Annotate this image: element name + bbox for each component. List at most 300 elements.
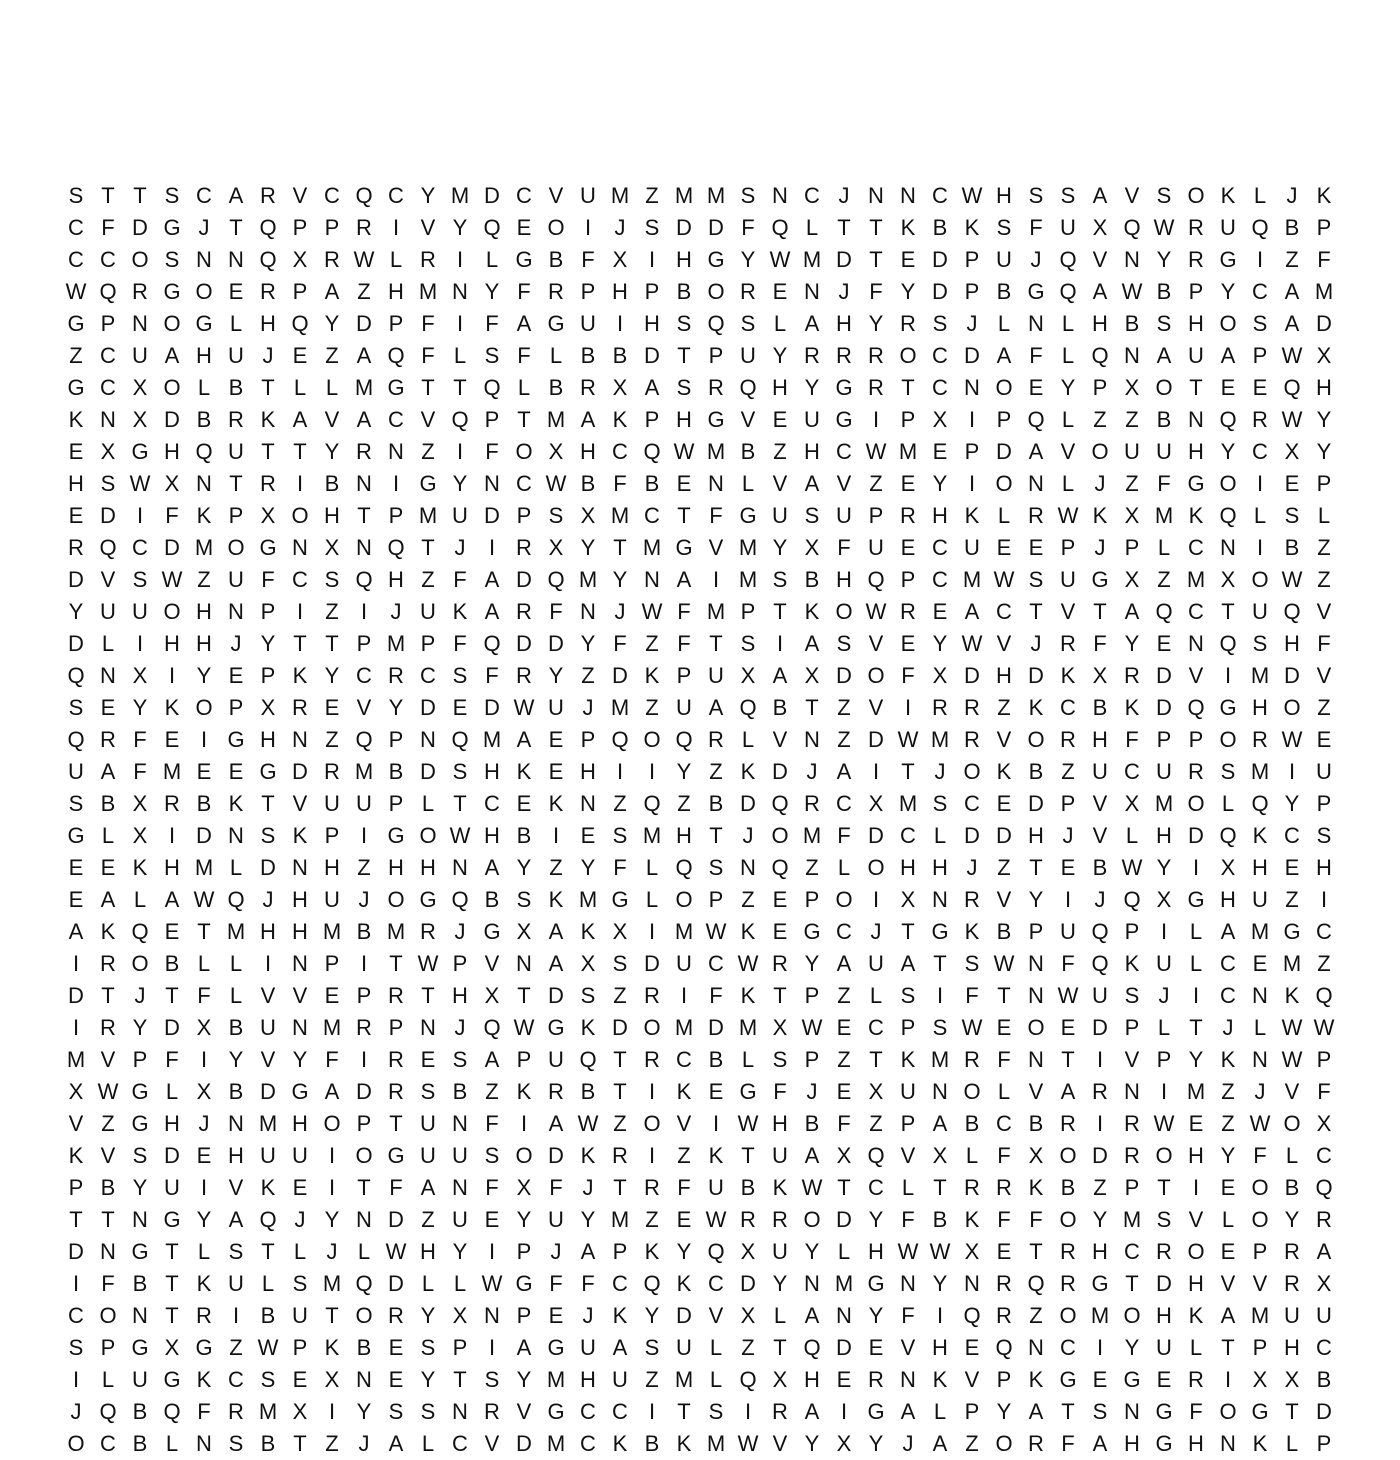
grid-letter[interactable]: D <box>516 1431 532 1456</box>
grid-letter[interactable]: C <box>996 1111 1012 1136</box>
grid-letter[interactable]: T <box>453 791 467 816</box>
grid-letter[interactable]: H <box>292 887 308 912</box>
grid-letter[interactable]: R <box>644 1175 660 1200</box>
grid-letter[interactable]: P <box>900 567 916 592</box>
grid-letter[interactable]: T <box>517 983 531 1008</box>
grid-letter[interactable]: U <box>548 1207 564 1232</box>
grid-letter[interactable]: B <box>1284 1175 1300 1200</box>
grid-letter[interactable]: U <box>580 1335 596 1360</box>
grid-letter[interactable]: V <box>260 1047 276 1072</box>
grid-letter[interactable]: Z <box>645 695 659 720</box>
grid-letter[interactable]: D <box>164 1143 180 1168</box>
grid-letter[interactable]: B <box>932 215 948 240</box>
grid-letter[interactable]: E <box>836 1079 852 1104</box>
grid-letter[interactable]: O <box>323 1111 341 1136</box>
grid-letter[interactable]: H <box>324 503 340 528</box>
grid-letter[interactable]: H <box>676 247 692 272</box>
grid-letter[interactable]: L <box>229 983 243 1008</box>
grid-letter[interactable]: Z <box>421 1207 435 1232</box>
grid-letter[interactable]: Q <box>1315 1175 1333 1200</box>
grid-letter[interactable]: G <box>131 1239 149 1264</box>
grid-letter[interactable]: I <box>200 727 208 752</box>
grid-letter[interactable]: E <box>164 919 180 944</box>
grid-letter[interactable]: W <box>897 727 919 752</box>
grid-letter[interactable]: I <box>968 407 976 432</box>
grid-letter[interactable]: Q <box>579 1047 597 1072</box>
grid-letter[interactable]: Z <box>837 695 851 720</box>
grid-letter[interactable]: I <box>264 951 272 976</box>
grid-letter[interactable]: E <box>772 887 788 912</box>
grid-letter[interactable]: W <box>385 1239 407 1264</box>
grid-letter[interactable]: Q <box>771 215 789 240</box>
grid-letter[interactable]: O <box>163 375 181 400</box>
grid-letter[interactable]: G <box>547 1015 565 1040</box>
grid-letter[interactable]: E <box>324 983 340 1008</box>
grid-letter[interactable]: P <box>356 631 372 656</box>
grid-letter[interactable]: R <box>1188 215 1204 240</box>
grid-letter[interactable]: U <box>420 1143 436 1168</box>
grid-letter[interactable]: Y <box>324 439 340 464</box>
grid-letter[interactable]: X <box>932 407 948 432</box>
grid-letter[interactable]: E <box>996 535 1012 560</box>
grid-letter[interactable]: C <box>388 183 404 208</box>
grid-letter[interactable]: P <box>996 1367 1012 1392</box>
grid-letter[interactable]: T <box>261 1239 275 1264</box>
grid-letter[interactable]: E <box>900 471 916 496</box>
grid-letter[interactable]: S <box>900 983 916 1008</box>
grid-letter[interactable]: H <box>932 1335 948 1360</box>
grid-letter[interactable]: X <box>484 983 500 1008</box>
grid-letter[interactable]: D <box>516 567 532 592</box>
grid-letter[interactable]: U <box>580 183 596 208</box>
grid-letter[interactable]: T <box>677 343 691 368</box>
grid-letter[interactable]: Y <box>804 1431 820 1456</box>
grid-letter[interactable]: L <box>357 1239 371 1264</box>
grid-letter[interactable]: A <box>612 1335 628 1360</box>
grid-letter[interactable]: B <box>132 1399 148 1424</box>
grid-letter[interactable]: D <box>260 855 276 880</box>
grid-letter[interactable]: M <box>546 1367 566 1392</box>
grid-letter[interactable]: E <box>836 1367 852 1392</box>
grid-letter[interactable]: R <box>228 407 244 432</box>
grid-letter[interactable]: I <box>872 407 880 432</box>
grid-letter[interactable]: K <box>964 215 980 240</box>
grid-letter[interactable]: D <box>196 823 212 848</box>
grid-letter[interactable]: Z <box>325 727 339 752</box>
grid-letter[interactable]: Z <box>645 183 659 208</box>
grid-letter[interactable]: G <box>387 1143 405 1168</box>
grid-letter[interactable]: D <box>164 535 180 560</box>
grid-letter[interactable]: Z <box>357 279 371 304</box>
grid-letter[interactable]: N <box>228 823 244 848</box>
grid-letter[interactable]: J <box>966 311 978 336</box>
grid-letter[interactable]: F <box>901 1303 915 1328</box>
grid-letter[interactable]: J <box>870 919 882 944</box>
grid-letter[interactable]: F <box>677 1175 691 1200</box>
grid-letter[interactable]: Y <box>196 663 212 688</box>
grid-letter[interactable]: P <box>900 407 916 432</box>
grid-letter[interactable]: V <box>516 1399 532 1424</box>
grid-letter[interactable]: H <box>836 567 852 592</box>
grid-letter[interactable]: R <box>260 279 276 304</box>
grid-letter[interactable]: C <box>580 1431 596 1456</box>
grid-letter[interactable]: G <box>291 1079 309 1104</box>
grid-letter[interactable]: G <box>67 375 85 400</box>
grid-letter[interactable]: H <box>1156 823 1172 848</box>
grid-letter[interactable]: Q <box>707 1239 725 1264</box>
grid-letter[interactable]: P <box>356 983 372 1008</box>
grid-letter[interactable]: U <box>1220 215 1236 240</box>
grid-letter[interactable]: N <box>452 1111 468 1136</box>
grid-letter[interactable]: T <box>293 439 307 464</box>
grid-letter[interactable]: D <box>676 1303 692 1328</box>
grid-letter[interactable]: C <box>516 471 532 496</box>
grid-letter[interactable]: I <box>1256 247 1264 272</box>
grid-letter[interactable]: M <box>354 375 374 400</box>
grid-letter[interactable]: T <box>165 1271 179 1296</box>
grid-letter[interactable]: I <box>1160 919 1168 944</box>
grid-letter[interactable]: D <box>1284 663 1300 688</box>
grid-letter[interactable]: Y <box>228 1047 244 1072</box>
grid-letter[interactable]: C <box>1316 1335 1332 1360</box>
grid-letter[interactable]: A <box>484 599 500 624</box>
grid-letter[interactable]: H <box>900 855 916 880</box>
grid-letter[interactable]: U <box>228 1271 244 1296</box>
grid-letter[interactable]: N <box>292 1015 308 1040</box>
grid-letter[interactable]: C <box>836 791 852 816</box>
grid-letter[interactable]: C <box>356 663 372 688</box>
grid-letter[interactable]: N <box>196 247 212 272</box>
grid-letter[interactable]: V <box>868 631 884 656</box>
grid-letter[interactable]: T <box>1285 1399 1299 1424</box>
grid-letter[interactable]: J <box>902 1431 914 1456</box>
grid-letter[interactable]: A <box>164 343 180 368</box>
grid-letter[interactable]: Z <box>837 1047 851 1072</box>
grid-letter[interactable]: Y <box>868 1207 884 1232</box>
grid-letter[interactable]: H <box>1188 311 1204 336</box>
grid-letter[interactable]: H <box>1316 375 1332 400</box>
grid-letter[interactable]: Z <box>837 727 851 752</box>
grid-letter[interactable]: T <box>1221 1335 1235 1360</box>
grid-letter[interactable]: Z <box>1093 1175 1107 1200</box>
grid-letter[interactable]: Q <box>1251 791 1269 816</box>
grid-letter[interactable]: Y <box>1092 1207 1108 1232</box>
grid-letter[interactable]: X <box>580 951 596 976</box>
grid-letter[interactable]: T <box>1125 1271 1139 1296</box>
grid-letter[interactable]: A <box>1028 439 1044 464</box>
grid-letter[interactable]: L <box>1285 1143 1299 1168</box>
grid-letter[interactable]: R <box>1060 1239 1076 1264</box>
grid-letter[interactable]: H <box>484 823 500 848</box>
grid-letter[interactable]: O <box>67 1431 85 1456</box>
grid-letter[interactable]: T <box>517 407 531 432</box>
grid-letter[interactable]: T <box>1029 599 1043 624</box>
grid-letter[interactable]: B <box>964 1111 980 1136</box>
grid-letter[interactable]: R <box>708 375 724 400</box>
grid-letter[interactable]: L <box>997 503 1011 528</box>
grid-letter[interactable]: G <box>739 1079 757 1104</box>
grid-letter[interactable]: P <box>388 1015 404 1040</box>
grid-letter[interactable]: A <box>548 951 564 976</box>
grid-letter[interactable]: V <box>1124 183 1140 208</box>
grid-letter[interactable]: L <box>1189 951 1203 976</box>
grid-letter[interactable]: P <box>452 1335 468 1360</box>
grid-letter[interactable]: A <box>964 599 980 624</box>
grid-letter[interactable]: V <box>1220 1271 1236 1296</box>
grid-letter[interactable]: S <box>100 471 116 496</box>
grid-letter[interactable]: V <box>996 887 1012 912</box>
grid-letter[interactable]: D <box>420 695 436 720</box>
grid-letter[interactable]: V <box>1060 599 1076 624</box>
grid-letter[interactable]: E <box>452 695 468 720</box>
grid-letter[interactable]: O <box>675 887 693 912</box>
grid-letter[interactable]: U <box>132 1367 148 1392</box>
grid-letter[interactable]: D <box>740 791 756 816</box>
grid-letter[interactable]: D <box>964 343 980 368</box>
grid-letter[interactable]: O <box>835 599 853 624</box>
grid-letter[interactable]: D <box>548 631 564 656</box>
grid-letter[interactable]: B <box>132 1271 148 1296</box>
grid-letter[interactable]: T <box>421 535 435 560</box>
grid-letter[interactable]: G <box>387 823 405 848</box>
grid-letter[interactable]: I <box>488 535 496 560</box>
grid-letter[interactable]: T <box>357 1175 371 1200</box>
grid-letter[interactable]: W <box>417 951 439 976</box>
grid-letter[interactable]: C <box>1220 983 1236 1008</box>
grid-letter[interactable]: T <box>229 215 243 240</box>
grid-letter[interactable]: O <box>835 887 853 912</box>
grid-letter[interactable]: D <box>836 663 852 688</box>
grid-letter[interactable]: S <box>1028 567 1044 592</box>
grid-letter[interactable]: J <box>582 1303 594 1328</box>
grid-letter[interactable]: X <box>164 1335 180 1360</box>
grid-letter[interactable]: Y <box>1156 247 1172 272</box>
grid-letter[interactable]: N <box>452 855 468 880</box>
grid-letter[interactable]: W <box>1121 279 1143 304</box>
grid-letter[interactable]: P <box>868 503 884 528</box>
grid-letter[interactable]: E <box>1220 1239 1236 1264</box>
grid-letter[interactable]: B <box>708 1047 724 1072</box>
grid-letter[interactable]: E <box>1060 855 1076 880</box>
grid-letter[interactable]: Y <box>580 1207 596 1232</box>
grid-letter[interactable]: G <box>931 919 949 944</box>
grid-letter[interactable]: W <box>801 1015 823 1040</box>
grid-letter[interactable]: B <box>228 1079 244 1104</box>
grid-letter[interactable]: Y <box>580 535 596 560</box>
grid-letter[interactable]: I <box>520 1111 528 1136</box>
grid-letter[interactable]: T <box>613 1079 627 1104</box>
grid-letter[interactable]: P <box>228 695 244 720</box>
grid-letter[interactable]: W <box>353 247 375 272</box>
grid-letter[interactable]: M <box>930 1047 950 1072</box>
grid-letter[interactable]: N <box>804 727 820 752</box>
grid-letter[interactable]: R <box>356 1015 372 1040</box>
grid-letter[interactable]: I <box>1096 1335 1104 1360</box>
grid-letter[interactable]: Y <box>452 1239 468 1264</box>
grid-letter[interactable]: K <box>772 1175 788 1200</box>
grid-letter[interactable]: W <box>641 599 663 624</box>
grid-letter[interactable]: A <box>1220 343 1236 368</box>
grid-letter[interactable]: U <box>420 1111 436 1136</box>
grid-letter[interactable]: R <box>292 695 308 720</box>
grid-letter[interactable]: U <box>292 1143 308 1168</box>
grid-letter[interactable]: C <box>804 183 820 208</box>
grid-letter[interactable]: P <box>1028 919 1044 944</box>
grid-letter[interactable]: T <box>805 695 819 720</box>
grid-letter[interactable]: I <box>744 1399 752 1424</box>
grid-letter[interactable]: O <box>195 279 213 304</box>
grid-letter[interactable]: N <box>644 567 660 592</box>
grid-letter[interactable]: F <box>613 855 627 880</box>
grid-letter[interactable]: A <box>388 1431 404 1456</box>
grid-letter[interactable]: Y <box>1220 439 1236 464</box>
grid-letter[interactable]: Z <box>325 1431 339 1456</box>
grid-letter[interactable]: X <box>548 535 564 560</box>
grid-letter[interactable]: H <box>580 439 596 464</box>
grid-letter[interactable]: N <box>580 791 596 816</box>
grid-letter[interactable]: O <box>227 535 245 560</box>
grid-letter[interactable]: O <box>195 695 213 720</box>
grid-letter[interactable]: C <box>932 183 948 208</box>
grid-letter[interactable]: S <box>132 567 148 592</box>
grid-letter[interactable]: B <box>1316 1367 1332 1392</box>
grid-letter[interactable]: B <box>196 407 212 432</box>
grid-letter[interactable]: Q <box>995 1335 1013 1360</box>
grid-letter[interactable]: H <box>292 919 308 944</box>
grid-letter[interactable]: C <box>644 503 660 528</box>
grid-letter[interactable]: S <box>708 1399 724 1424</box>
grid-letter[interactable]: U <box>1316 759 1332 784</box>
grid-letter[interactable]: J <box>1222 1015 1234 1040</box>
grid-letter[interactable]: X <box>932 1143 948 1168</box>
grid-letter[interactable]: F <box>741 215 755 240</box>
grid-letter[interactable]: H <box>644 311 660 336</box>
grid-letter[interactable]: U <box>1060 567 1076 592</box>
grid-letter[interactable]: E <box>932 439 948 464</box>
grid-letter[interactable]: L <box>1061 407 1075 432</box>
grid-letter[interactable]: Y <box>868 1303 884 1328</box>
grid-letter[interactable]: E <box>68 503 84 528</box>
grid-letter[interactable]: R <box>964 1175 980 1200</box>
grid-letter[interactable]: E <box>516 791 532 816</box>
grid-letter[interactable]: L <box>997 311 1011 336</box>
grid-letter[interactable]: C <box>420 663 436 688</box>
grid-letter[interactable]: M <box>610 503 630 528</box>
grid-letter[interactable]: D <box>1156 1271 1172 1296</box>
grid-letter[interactable]: Q <box>1123 887 1141 912</box>
grid-letter[interactable]: R <box>708 727 724 752</box>
grid-letter[interactable]: O <box>643 1111 661 1136</box>
grid-letter[interactable]: R <box>260 471 276 496</box>
grid-letter[interactable]: U <box>1284 1303 1300 1328</box>
grid-letter[interactable]: S <box>68 183 84 208</box>
grid-letter[interactable]: N <box>1124 1079 1140 1104</box>
grid-letter[interactable]: B <box>580 471 596 496</box>
grid-letter[interactable]: R <box>484 1399 500 1424</box>
grid-letter[interactable]: T <box>261 791 275 816</box>
grid-letter[interactable]: S <box>740 183 756 208</box>
grid-letter[interactable]: B <box>228 1015 244 1040</box>
grid-letter[interactable]: G <box>1091 567 1109 592</box>
grid-letter[interactable]: C <box>676 1047 692 1072</box>
grid-letter[interactable]: K <box>900 215 916 240</box>
grid-letter[interactable]: C <box>1316 1143 1332 1168</box>
grid-letter[interactable]: X <box>132 375 148 400</box>
grid-letter[interactable]: R <box>388 1303 404 1328</box>
grid-letter[interactable]: P <box>1124 919 1140 944</box>
grid-letter[interactable]: E <box>196 1143 212 1168</box>
grid-letter[interactable]: S <box>164 247 180 272</box>
grid-letter[interactable]: A <box>772 663 788 688</box>
grid-letter[interactable]: T <box>261 439 275 464</box>
grid-letter[interactable]: J <box>70 1399 82 1424</box>
grid-letter[interactable]: G <box>515 247 533 272</box>
grid-letter[interactable]: O <box>515 439 533 464</box>
grid-letter[interactable]: F <box>389 1175 403 1200</box>
grid-letter[interactable]: C <box>1060 695 1076 720</box>
grid-letter[interactable]: Z <box>1157 567 1171 592</box>
grid-letter[interactable]: Y <box>1028 887 1044 912</box>
grid-letter[interactable]: V <box>868 695 884 720</box>
grid-letter[interactable]: F <box>581 247 595 272</box>
grid-letter[interactable]: W <box>865 439 887 464</box>
grid-letter[interactable]: Q <box>675 855 693 880</box>
grid-letter[interactable]: L <box>293 375 307 400</box>
grid-letter[interactable]: S <box>644 215 660 240</box>
grid-letter[interactable]: D <box>484 503 500 528</box>
grid-letter[interactable]: X <box>1156 887 1172 912</box>
grid-letter[interactable]: O <box>899 343 917 368</box>
grid-letter[interactable]: T <box>869 247 883 272</box>
grid-letter[interactable]: T <box>165 1239 179 1264</box>
grid-letter[interactable]: E <box>68 855 84 880</box>
grid-letter[interactable]: T <box>293 1431 307 1456</box>
grid-letter[interactable]: H <box>260 919 276 944</box>
grid-letter[interactable]: T <box>741 1143 755 1168</box>
grid-letter[interactable]: P <box>388 503 404 528</box>
grid-letter[interactable]: P <box>516 503 532 528</box>
grid-letter[interactable]: Y <box>1060 375 1076 400</box>
grid-letter[interactable]: P <box>132 1047 148 1072</box>
grid-letter[interactable]: P <box>996 407 1012 432</box>
grid-letter[interactable]: N <box>452 1399 468 1424</box>
grid-letter[interactable]: N <box>1220 535 1236 560</box>
grid-letter[interactable]: Q <box>483 631 501 656</box>
grid-letter[interactable]: P <box>580 279 596 304</box>
grid-letter[interactable]: U <box>676 951 692 976</box>
grid-letter[interactable]: C <box>932 343 948 368</box>
grid-letter[interactable]: C <box>100 247 116 272</box>
grid-letter[interactable]: R <box>1252 407 1268 432</box>
grid-letter[interactable]: A <box>516 311 532 336</box>
grid-letter[interactable]: F <box>517 279 531 304</box>
grid-letter[interactable]: X <box>164 471 180 496</box>
grid-letter[interactable]: P <box>100 1335 116 1360</box>
grid-letter[interactable]: R <box>100 727 116 752</box>
grid-letter[interactable]: Z <box>581 663 595 688</box>
grid-letter[interactable]: K <box>516 759 532 784</box>
grid-letter[interactable]: Q <box>451 727 469 752</box>
grid-letter[interactable]: R <box>836 343 852 368</box>
grid-letter[interactable]: O <box>163 599 181 624</box>
grid-letter[interactable]: E <box>100 695 116 720</box>
grid-letter[interactable]: T <box>325 631 339 656</box>
grid-letter[interactable]: G <box>611 887 629 912</box>
grid-letter[interactable]: F <box>485 663 499 688</box>
grid-letter[interactable]: C <box>836 439 852 464</box>
grid-letter[interactable]: L <box>549 343 563 368</box>
grid-letter[interactable]: T <box>869 1047 883 1072</box>
